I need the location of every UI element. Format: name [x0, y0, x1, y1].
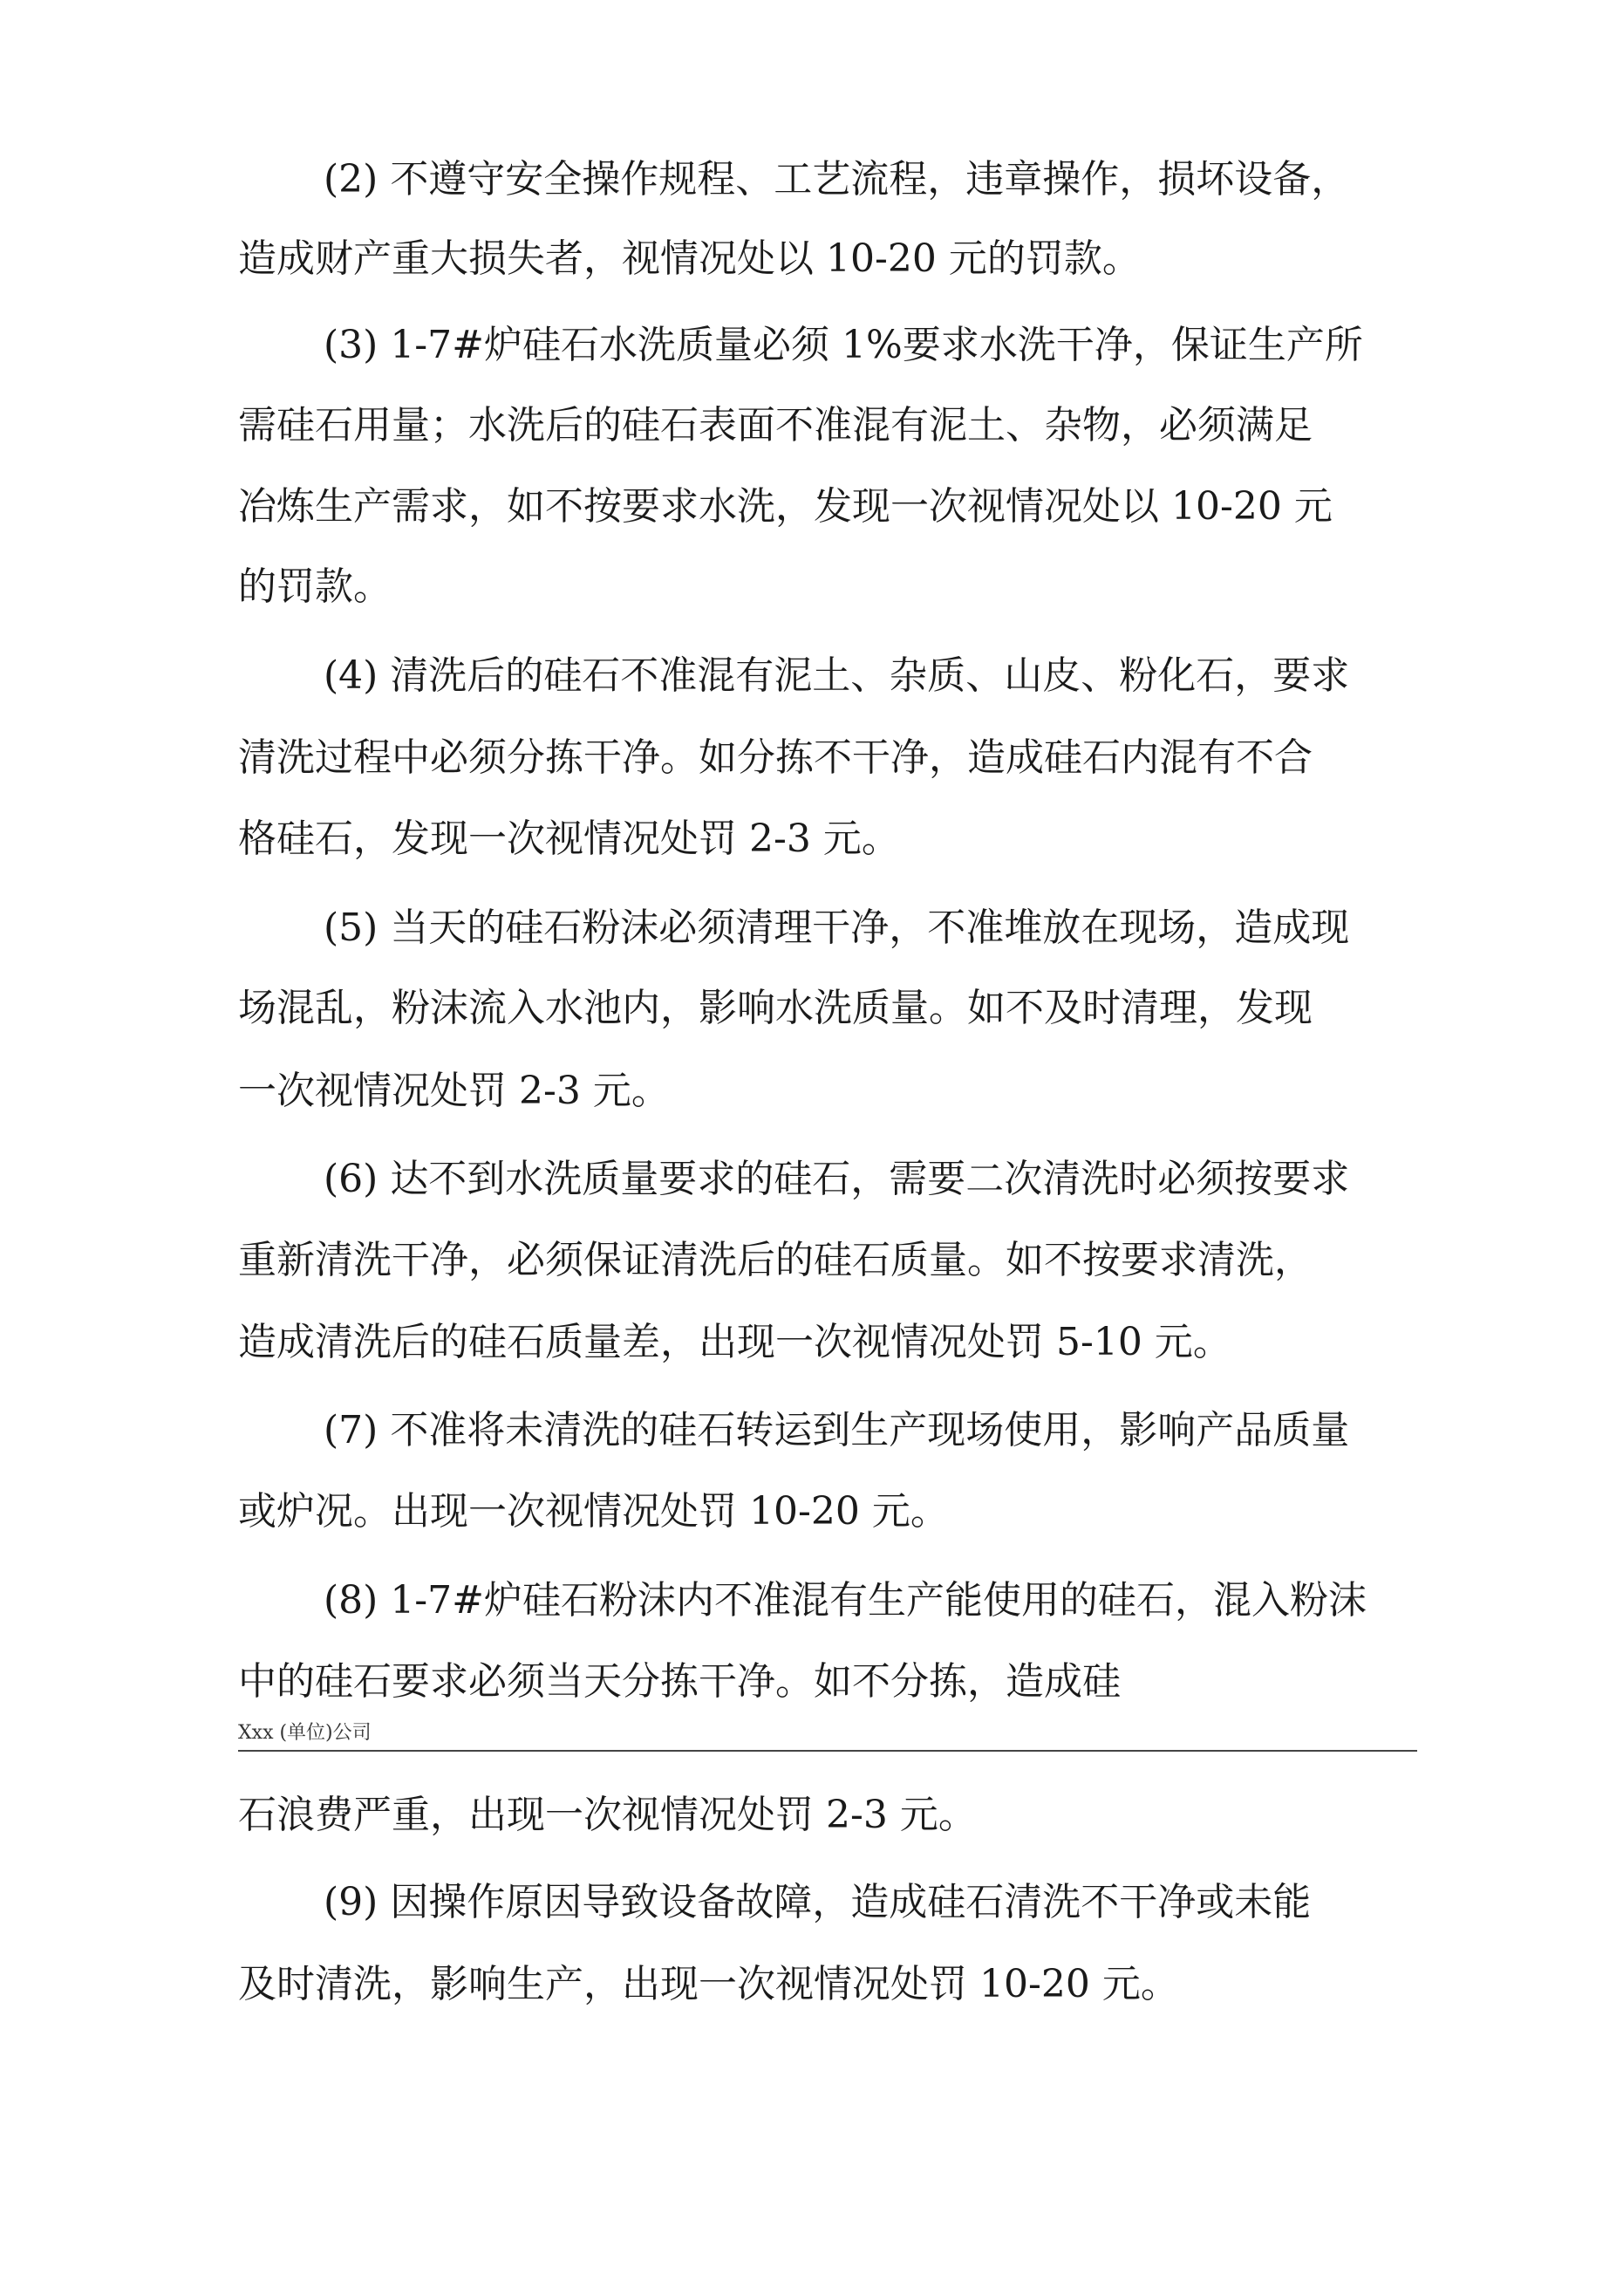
text-line: 需硅石用量；水洗后的硅石表面不准混有泥土、杂物，必须满足	[238, 403, 1313, 448]
text-line: (9) 因操作原因导致设备故障，造成硅石清洗不干净或未能	[324, 1880, 1312, 1924]
text-line: 的罚款。	[238, 564, 392, 609]
text-line: 造成财产重大损失者，视情况处以 10-20 元的罚款。	[238, 236, 1141, 281]
text-line: (6) 达不到水洗质量要求的硅石，需要二次清洗时必须按要求	[324, 1157, 1350, 1201]
footer-company-label: Xxx (单位)公司	[238, 1722, 372, 1744]
text-line: 冶炼生产需求，如不按要求水洗，发现一次视情况处以 10-20 元	[238, 484, 1333, 529]
text-line: 场混乱，粉沫流入水池内，影响水洗质量。如不及时清理，发现	[238, 986, 1313, 1030]
text-line: 及时清洗，影响生产，出现一次视情况处罚 10-20 元。	[238, 1962, 1179, 2006]
text-line: 造成清洗后的硅石质量差，出现一次视情况处罚 5-10 元。	[238, 1320, 1231, 1364]
text-line: (8) 1-7#炉硅石粉沫内不准混有生产能使用的硅石，混入粉沫	[324, 1578, 1367, 1623]
text-line: 格硅石，发现一次视情况处罚 2-3 元。	[238, 817, 900, 861]
text-line: 中的硅石要求必须当天分拣干净。如不分拣，造成硅	[238, 1659, 1121, 1704]
text-line: 或炉况。出现一次视情况处罚 10-20 元。	[238, 1489, 949, 1534]
text-line: (3) 1-7#炉硅石水洗质量必须 1%要求水洗干净，保证生产所	[324, 323, 1363, 367]
text-line: 一次视情况处罚 2-3 元。	[238, 1069, 670, 1113]
text-line: (7) 不准将未清洗的硅石转运到生产现场使用，影响产品质量	[324, 1408, 1350, 1452]
text-line: 石浪费严重，出现一次视情况处罚 2-3 元。	[238, 1793, 977, 1837]
text-line: (2) 不遵守安全操作规程、工艺流程，违章操作，损坏设备，	[324, 157, 1350, 202]
text-line: (5) 当天的硅石粉沫必须清理干净，不准堆放在现场，造成现	[324, 905, 1350, 950]
text-line: 清洗过程中必须分拣干净。如分拣不干净，造成硅石内混有不合	[238, 735, 1313, 780]
text-line: 重新清洗干净，必须保证清洗后的硅石质量。如不按要求清洗，	[238, 1238, 1313, 1282]
text-line: (4) 清洗后的硅石不准混有泥土、杂质、山皮、粉化石，要求	[324, 653, 1350, 698]
footer-divider	[238, 1750, 1417, 1752]
